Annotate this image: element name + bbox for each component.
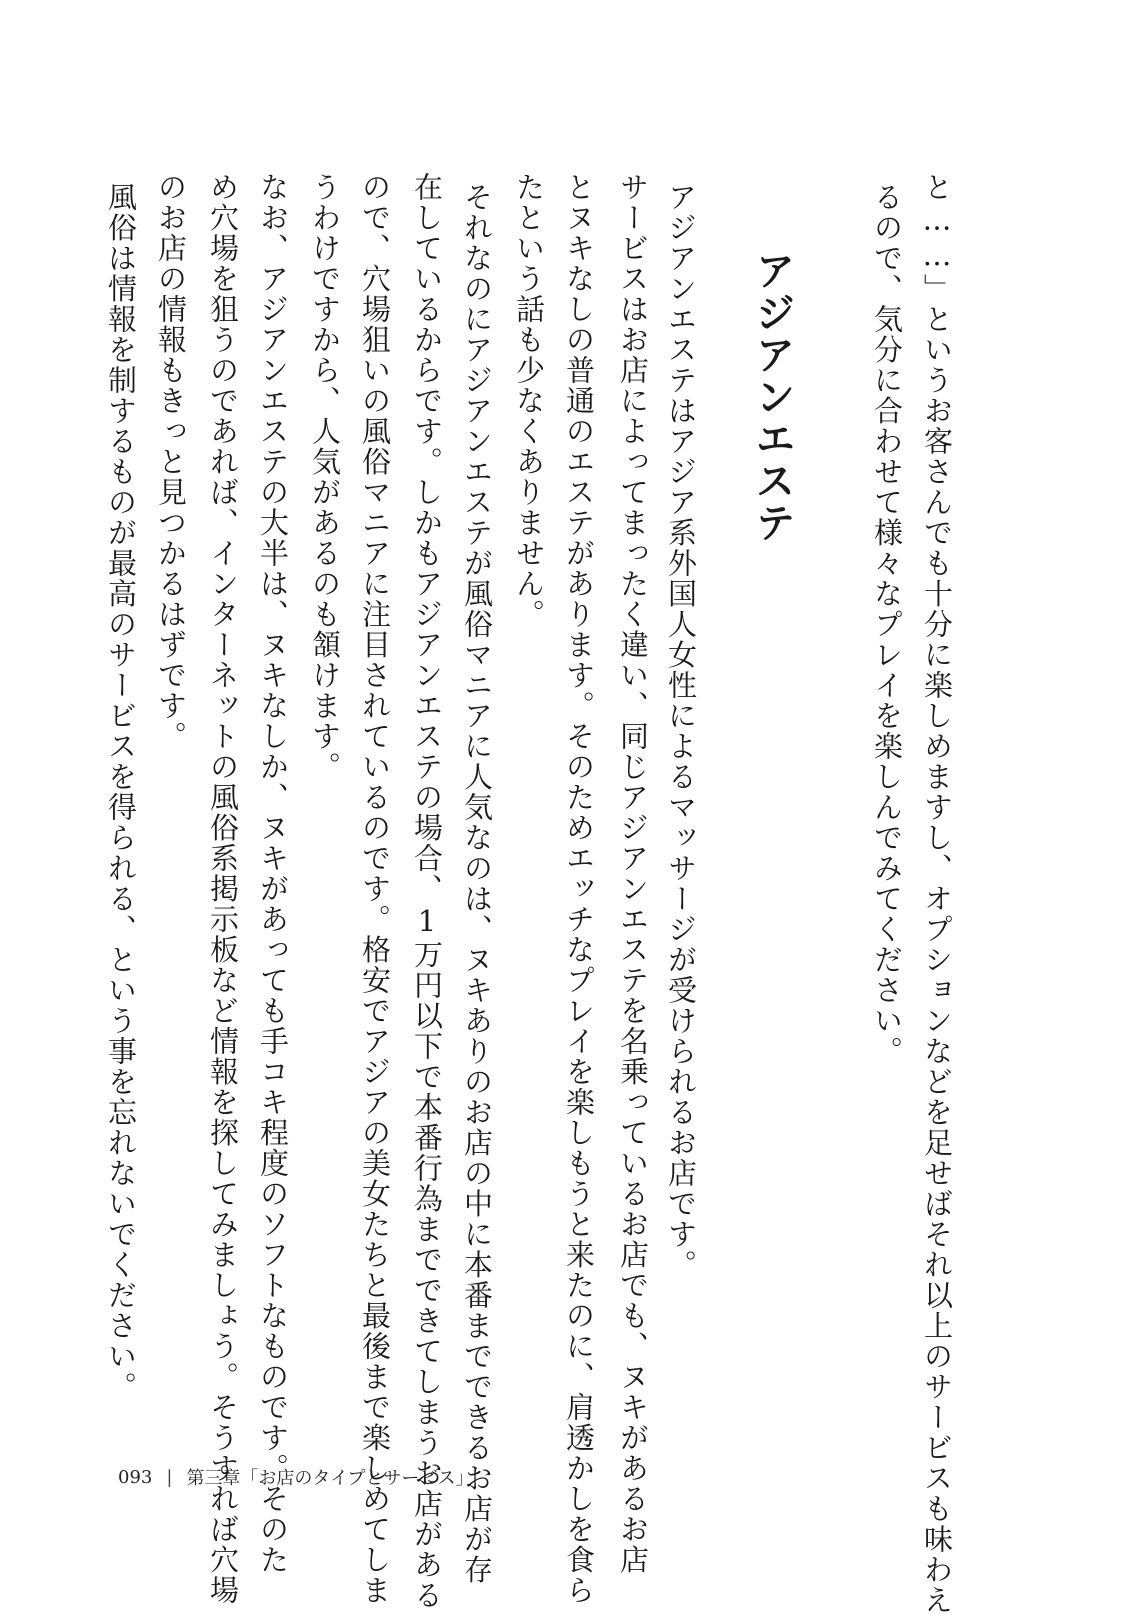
page-number: 093 — [118, 1466, 153, 1488]
text-column-2: と……」というお客さんでも十分に楽しめますし、オプションなどを足せばそれ以上のサービスも味わえ — [920, 172, 954, 1616]
text-column-3: アジアンエステはアジア系外国人女性によるマッサージが受けられるお店です。 — [664, 182, 698, 1280]
text-column-8: 在しているからです。しかもアジアンエステの場合、1万円以下で本番行為までできてしまうお店がある — [410, 172, 444, 1611]
text-column-12: め穴場を狙うのであれば、インターネットの風俗系掲示板など情報を探してみましょう。そうすれば穴場 — [206, 172, 240, 1606]
text-column-5: とヌキなしの普通のエステがあります。そのためエッチなプレイを楽しもうと来たのに、肩透かしを食ら — [562, 172, 596, 1606]
chapter-title: 第三章「お店のタイプとサービス」 — [186, 1468, 474, 1489]
text-column-10: うわけですから、人気があるのも頷けます。 — [308, 172, 342, 782]
text-column-14: 風俗は情報を制するものが最高のサービスを得られる、という事を忘れないでください。 — [104, 182, 138, 1402]
text-column-11: なお、アジアンエステの大半は、ヌキなしか、ヌキがあっても手コキ程度のソフトなものです。そのた — [256, 172, 290, 1575]
text-column-6: たという話も少なくありません。 — [512, 172, 546, 630]
text-column-9: ので、穴場狙いの風俗マニアに注目されているのです。格安でアジアの美女たちと最後まで楽しめてしま — [358, 172, 392, 1606]
footer-separator: | — [166, 1466, 173, 1488]
text-column-13: のお店の情報もきっと見つかるはずです。 — [154, 172, 188, 752]
text-column-7: それなのにアジアンエステが風俗マニアに人気なのは、ヌキありのお店の中に本番までできるお店が存 — [460, 182, 494, 1585]
section-heading: アジアンエステ — [749, 250, 795, 544]
page-footer — [118, 1464, 474, 1490]
text-column-1: るので、気分に合わせて様々なプレイを楽しんでみてください。 — [870, 182, 904, 1067]
text-column-4: サービスはお店によってまったく違い、同じアジアンエステを名乗っているお店でも、ヌキがあるお店 — [616, 172, 650, 1575]
